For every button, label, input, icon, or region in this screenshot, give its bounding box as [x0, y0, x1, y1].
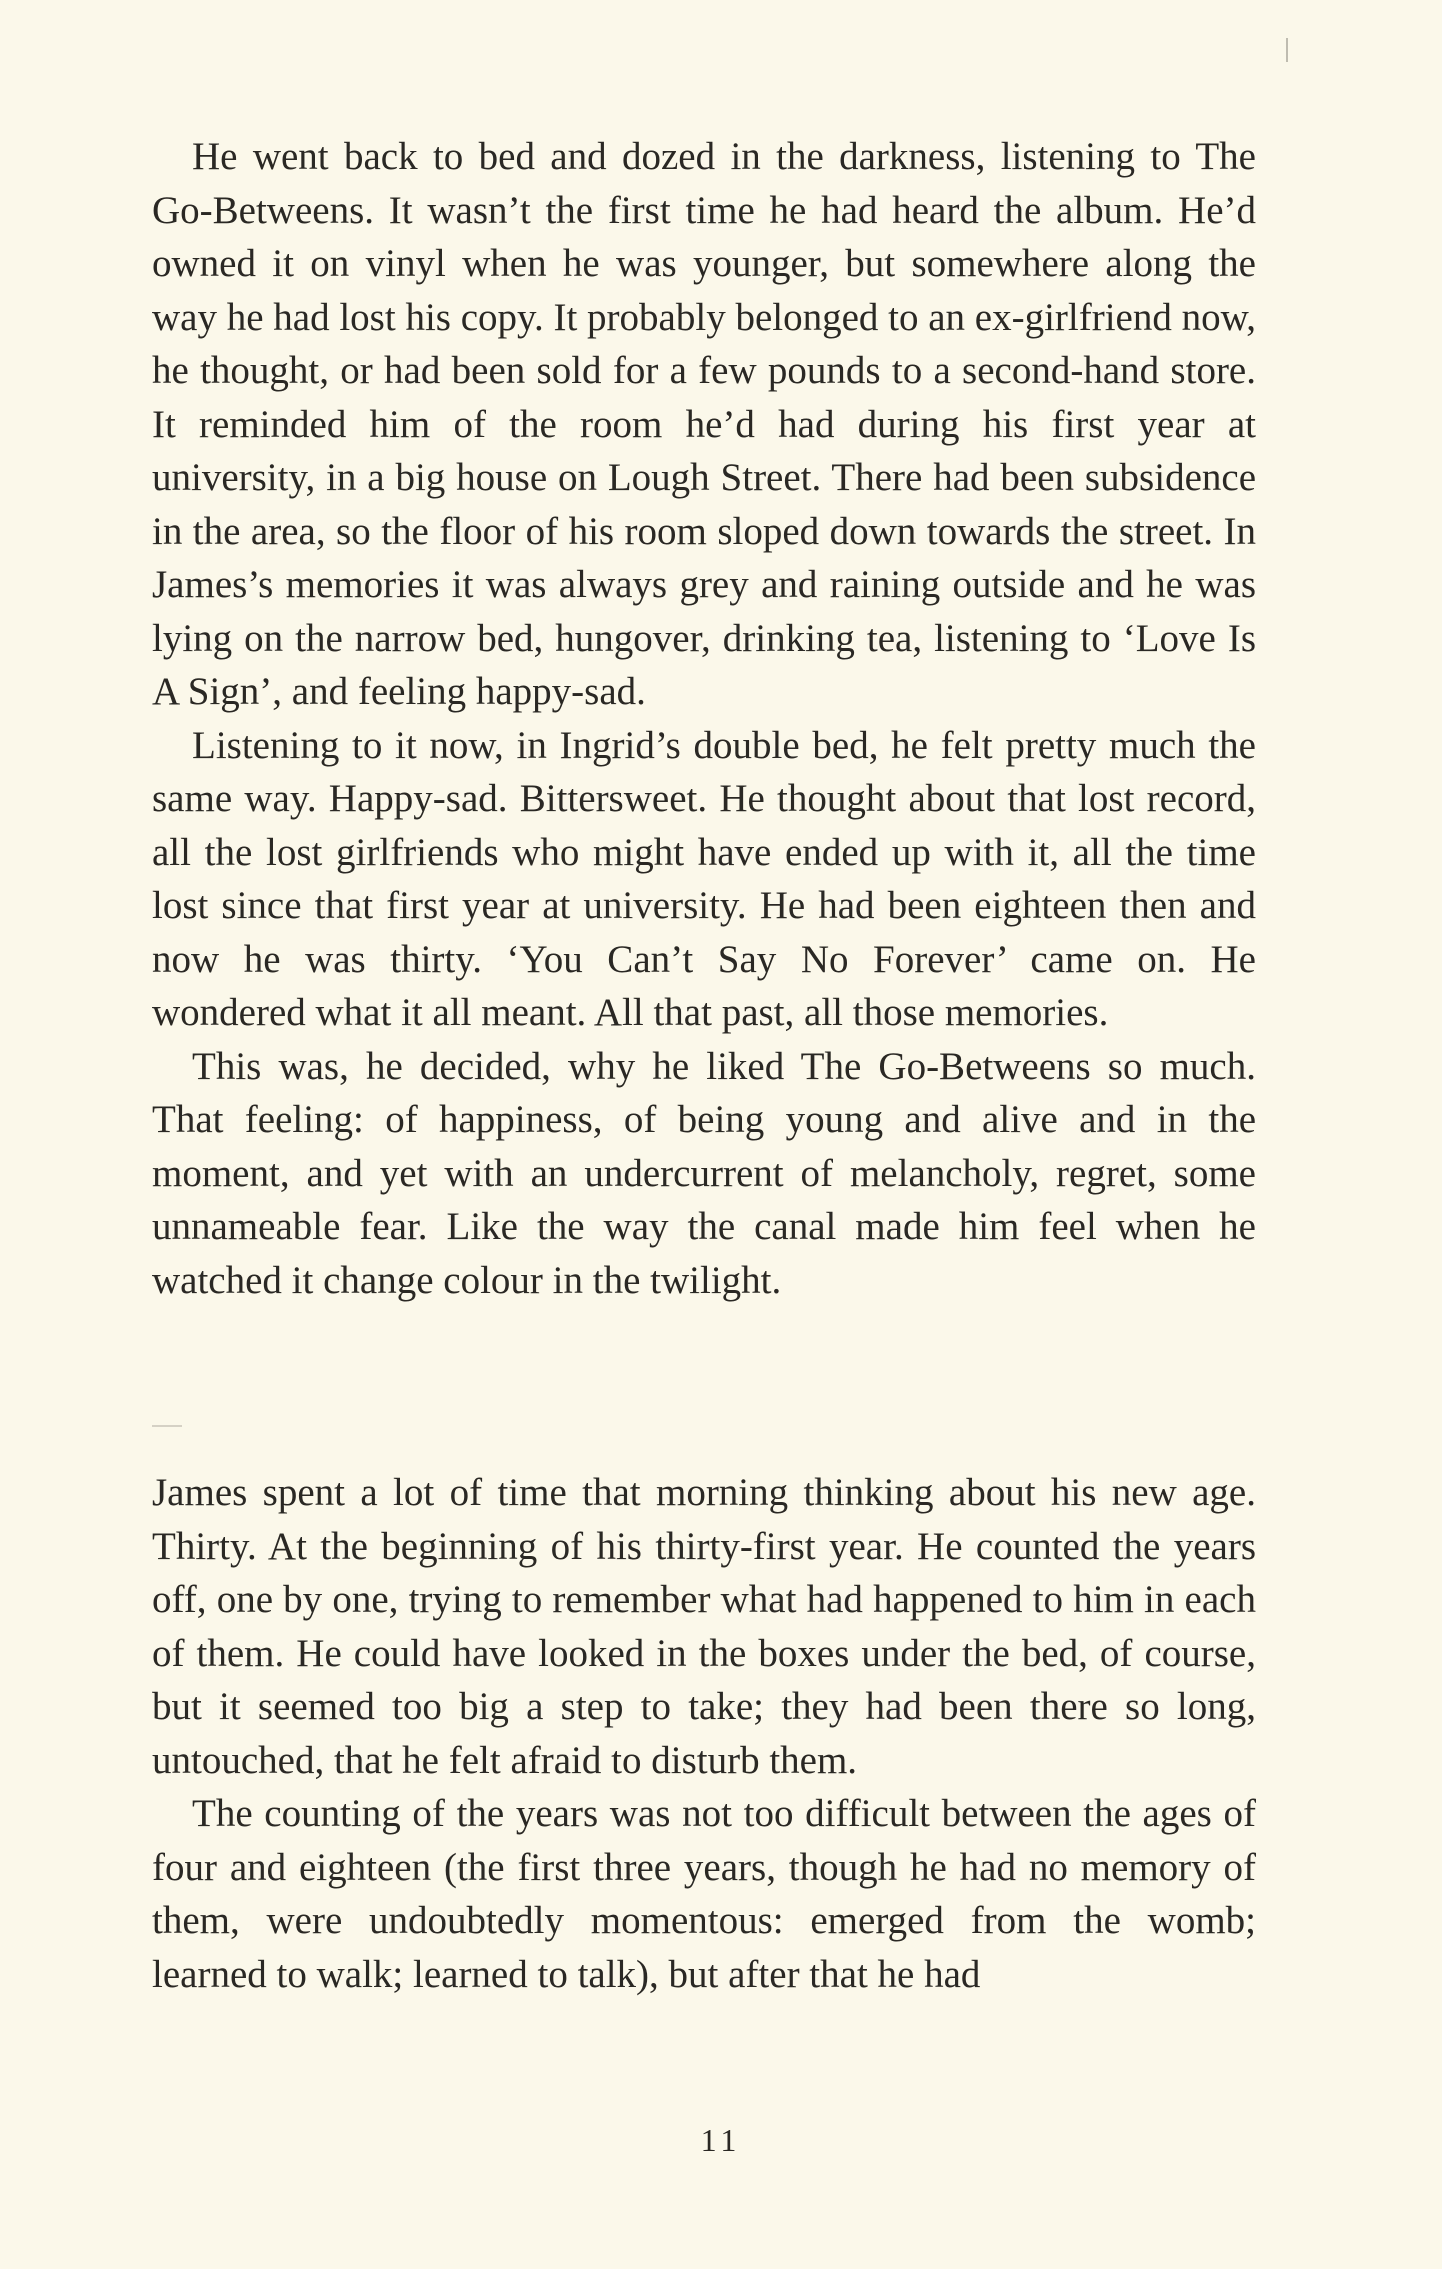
paragraph: He went back to bed and dozed in the darkness, listening to The Go-Betweens. It wasn’t the first time he had heard the album. He’d owned it on vinyl when he was younger, but somewhere along the way he had lost his copy. It probably belonged to an ex-girlfriend now, he thought, or had been sold for a few pounds to a second-hand store. It reminded him of the room he’d had during his first year at university, in a big house on Lough Street. There had been subsidence in the area, so the floor of his room sloped down towards the street. In James’s memories it was always grey and raining outside and he was lying on the narrow bed, hungover, drinking tea, listening to ‘Love Is A Sign’, and feeling happy-sad. — [152, 135, 1256, 713]
scan-mark — [1286, 38, 1288, 62]
page-number: 11 — [700, 2122, 742, 2158]
section-break-mark — [152, 1425, 182, 1427]
paragraph: James spent a lot of time that morning thinking about his new age. Thirty. At the beginning of his thirty-first year. He counted the years off, one by one, trying to remember what had happened to him in each of them. He could have looked in the boxes under the bed, of course, but it seemed too big a step to take; they had been there so long, untouched, that he felt afraid to disturb them. — [152, 1471, 1256, 1782]
section-1-text — [152, 130, 1256, 1307]
paragraph: The counting of the years was not too difficult between the ages of four and eighteen (the first three years, though he had no memory of them, were undoubtedly momentous: emerged from the womb; learned to walk; learned to talk), but after that he had — [152, 1792, 1256, 1996]
paragraph: Listening to it now, in Ingrid’s double bed, he felt pretty much the same way. Happy-sad. Bittersweet. He thought about that lost record, all the lost girlfriends who might have ended up with it, all the time lost since that first year at university. He had been eighteen then and now he was thirty. ‘You Can’t Say No Forever’ came on. He wondered what it all meant. All that past, all those memories. — [152, 723, 1256, 1034]
paragraph: This was, he decided, why he liked The Go-Betweens so much. That feeling: of happiness, of being young and alive and in the moment, and yet with an undercurrent of melancholy, regret, some unnameable fear. Like the way the canal made him feel when he watched it change colour in the twilight. — [152, 1044, 1256, 1302]
section-2-text — [152, 1466, 1256, 2001]
